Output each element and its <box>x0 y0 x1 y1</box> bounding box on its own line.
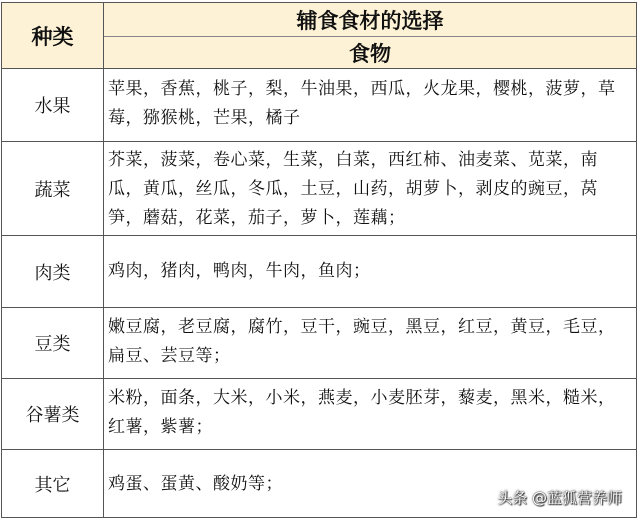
food-column-header: 食物 <box>104 37 636 68</box>
category-cell-fruit: 水果 <box>34 96 71 117</box>
food-table <box>1 2 637 518</box>
watermark: 头条 @蓝狐营养师 <box>497 489 622 507</box>
category-cell-other: 其它 <box>34 475 71 496</box>
items-cell-grains: 米粉，面条，大米，小米，燕麦，小麦胚芽，藜麦，黑米，糙米，红薯，紫薯； <box>108 388 616 437</box>
category-cell-beans: 豆类 <box>34 334 71 355</box>
category-cell-grains: 谷薯类 <box>25 405 80 426</box>
items-cell-fruit: 苹果，香蕉，桃子，梨，牛油果，西瓜，火龙果，樱桃，菠萝，草莓，猕猴桃，芒果，橘子 <box>108 79 616 128</box>
category-cell-meat: 肉类 <box>34 262 71 284</box>
category-cell-vegetable: 蔬菜 <box>34 179 71 201</box>
items-cell-other: 鸡蛋、蛋黄、酸奶等； <box>108 474 283 494</box>
table-title: 辅食食材的选择 <box>104 3 636 36</box>
category-header: 种类 <box>2 3 103 68</box>
items-cell-beans: 嫩豆腐，老豆腐，腐竹，豆干，豌豆，黑豆，红豆，黄豆，毛豆，扁豆、芸豆等； <box>108 317 616 366</box>
items-cell-meat: 鸡肉，猪肉，鸭肉，牛肉，鱼肉； <box>108 261 371 281</box>
items-cell-vegetable: 芥菜，菠菜，卷心菜，生菜，白菜，西红柿、油麦菜、苋菜，南瓜，黄瓜，丝瓜，冬瓜，土豆，山药，胡萝卜，剥皮的豌豆，莴笋，蘑菇，花菜，茄子，萝卜，莲藕； <box>108 150 598 228</box>
column-divider <box>103 3 104 517</box>
